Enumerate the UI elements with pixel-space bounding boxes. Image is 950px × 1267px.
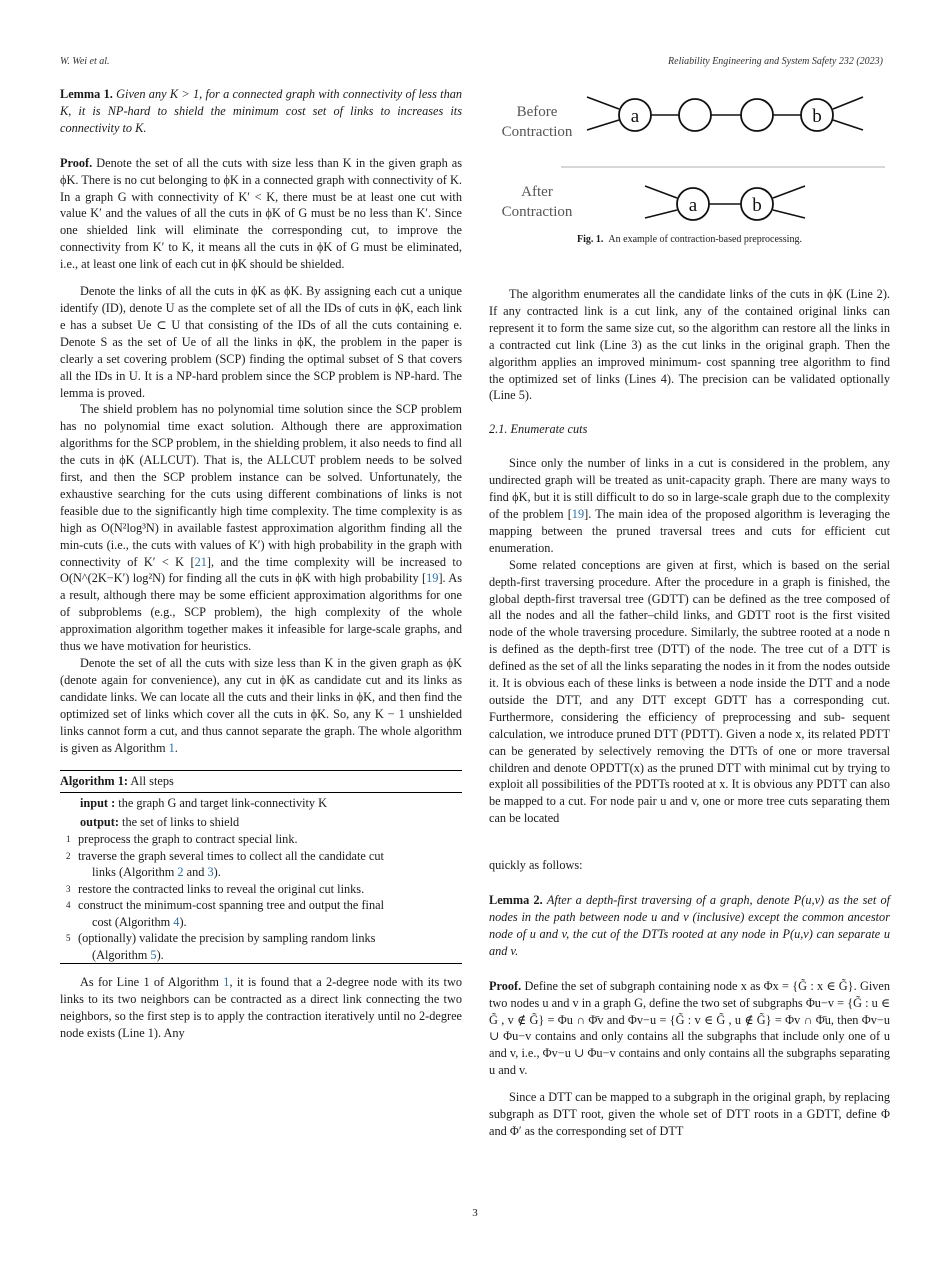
proof-1 <box>60 155 462 273</box>
section-heading-2-1: 2.1. Enumerate cuts <box>489 422 588 437</box>
algorithm-1-box <box>60 770 462 964</box>
node-a-label-after: a <box>688 195 698 216</box>
paragraph-unit-capacity: Since only the number of links in a cut is considered in the problem, any undirected graph will be treated as unit-capacity graph. There are many ways to find ϕK, but it is still difficult to do so in large-scale graph due to the complexity of the problem [19]. The main idea of the proposed algorithm is leveraging the mapping between the pruned traversal trees and cuts for efficient cut enumeration. <box>489 456 890 555</box>
paragraph-gdtt: Some related conceptions are given at first, which is based on the serial depth-first traversing procedure. After the procedure in a graph is finished, the global depth-first traversal tree (GDTT) can be defined as the tree composed of all the nodes and all the father–child links, and GDTT root is the first visited node of the whole traversing procedure. Similarly, the subtree rooted at a node n is defined as the depth-first tree (DTT) of the node. The tree cut of a DTT is defined as the set of all the links separating the nodes in it from the nodes outside it. It is obvious each of these links is between a node inside the DTT and a node outside the DTT, and any DTT except GDTT has a corresponding cut. Furthermore, considering the efficiency of preprocessing and sub- sequent calculation, we introduce pruned DTT (PDTT). Given a node x, its related PDTT can be generated by selectively removing the DTTs of one or more traversal children and denote OPDTT(x) as the pruned DTT with minimal cut by trying to exploit all possibilities of the PDTTs rooted at x. It is obvious any PDTT can also be mapped to a cut. For node pair u and v, one or more tree cuts separating them can be located <box>489 557 890 826</box>
proof-2-body: Define the set of subgraph containing node x as Φx = {G̃ : x ∈ G̃}. Given two nodes u and v in a graph G, define the two set of subgraphs Φu−v = {G̃ : u ∈ G̃ , v ∉ G̃} = Φu ∩ Φ̄v and Φv−u = {G̃ : v ∈ G̃ , u ∉ G̃} = Φv ∩ Φ̄u, then Φv−u ∪ Φu−v contains and only contains all the subgraphs that include only one of u and v, i.e., Φv−u ∪ Φu−v contains and only contains all the subgraphs separating u and v. <box>489 978 890 1078</box>
before-label-1: Before <box>516 104 558 120</box>
proof-2 <box>489 978 890 1079</box>
paragraph-enumerate-links: The algorithm enumerates all the candidate links of the cuts in ϕK (Line 2). If any contracted link is a cut link, any of the contained original links can represent it to form the same size cut, so the algorithm can restore all the links in a contracted cut link (Line 3) as the cut links in the original graph. Then the algorithm applies an improved minimum- cost spanning tree algorithm to find the optimized set of links (Lines 4). The precision can be validated optionally (Line 5). <box>489 287 890 403</box>
paragraph-quickly: quickly as follows: <box>489 858 583 873</box>
algorithm-ref-link[interactable]: 5 <box>150 947 157 962</box>
algorithm-input: input : the graph G and target link-connectivity K <box>80 796 328 811</box>
lemma-1-title: Lemma 1. <box>60 87 113 101</box>
lemma-2-title: Lemma 2. <box>489 893 543 908</box>
citation-link-19[interactable]: 19 <box>426 571 439 586</box>
node-middle-1 <box>679 99 711 131</box>
algorithm-step-number: 4 <box>66 900 71 911</box>
lemma-1-body: Given any K > 1, for a connected graph with connectivity of less than K, it is NP-hard to shield the minimum cost set of links to increases its connectivity to K. <box>60 87 463 135</box>
lemma-2-body: After a depth-first traversing of a graph, denote P(u,v) as the set of nodes in the path between node u and v (inclusive) except the common ancestor node of u and v, the cut of the DTTs rooted at any node in P(u,v) can separate u and v. <box>489 893 891 958</box>
algorithm-step <box>60 881 462 898</box>
algorithm-steps <box>60 831 462 963</box>
algorithm-step-text: preprocess the graph to contract special link. <box>78 832 298 847</box>
algorithm-step-text: traverse the graph several times to collect all the candidate cut links (Algorithm 2 and 3). <box>78 848 462 881</box>
algorithm-step-text: construct the minimum-cost spanning tree and output the final cost (Algorithm 4). <box>78 897 462 930</box>
algorithm-step <box>60 897 462 930</box>
right-column <box>489 286 890 1140</box>
before-label-2: Contraction <box>501 124 573 140</box>
left-column <box>60 86 462 1042</box>
algorithm-step <box>60 848 462 881</box>
paragraph-contraction: As for Line 1 of Algorithm 1, it is found that a 2-degree node with its two links to its two neighbors can be contracted as a direct link connecting the two neighbors, so the first step is to apply the contraction iteratively until no 2-degree node exists (Line 1). Any <box>60 975 462 1040</box>
after-label-2: Contraction <box>501 204 573 220</box>
algorithm-ref-link[interactable]: 4 <box>173 914 180 929</box>
after-edges <box>645 186 805 218</box>
algorithm-step-number: 1 <box>66 834 71 845</box>
node-middle-2 <box>741 99 773 131</box>
figure-1-caption: Fig. 1. An example of contraction-based preprocessing. <box>577 234 802 245</box>
lemma-1 <box>60 86 462 137</box>
algorithm-step-number: 3 <box>66 883 71 894</box>
algorithm-link-1b[interactable]: 1 <box>223 975 230 990</box>
running-header-journal: Reliability Engineering and System Safety 232 (2023) <box>668 56 883 67</box>
proof-1-body: Denote the set of all the cuts with size less than K in the given graph as ϕK. There is no cut belonging to ϕK in a connected graph with connectivity of K. In a graph G with connectivity of K′ < K, there must be at least one cut with value K′ and the values of all the cuts in ϕK of G must be no less than K′. Since one shielded link will eliminate the corresponding cut, to improve the connectivity from K′ to K, it means all the cuts in ϕK of G must be eliminated, i.e., at least one link of each cut in ϕK should be shielded. <box>60 155 463 272</box>
proof-1-title: Proof. <box>60 155 93 170</box>
algorithm-step-text: (optionally) validate the precision by sampling random links (Algorithm 5). <box>78 930 462 963</box>
citation-link-21[interactable]: 21 <box>194 554 207 569</box>
algorithm-step-number: 5 <box>66 933 71 944</box>
algorithm-ref-link[interactable]: 3 <box>207 865 214 880</box>
algorithm-step <box>60 831 462 848</box>
lemma-2 <box>489 892 890 960</box>
contraction-diagram <box>489 86 890 236</box>
algorithm-link-1[interactable]: 1 <box>168 740 175 755</box>
paragraph-candidate-cuts: Denote the set of all the cuts with size less than K in the given graph as ϕK (denote again for convenience), any cut in ϕK as candidate cut and its links as candidate links. We can locate all the cuts and their links in ϕK, and then find the optimized set of links which cover all the cuts in ϕK. So, any K − 1 unshielded links cannot form a cut, and thus cannot separate the graph. The whole algorithm is given as Algorithm 1. <box>60 656 462 755</box>
node-a-label-before: a <box>630 106 640 127</box>
node-b-label-before: b <box>812 106 822 127</box>
algorithm-output: output: the set of links to shield <box>80 815 240 830</box>
running-header-authors: W. Wei et al. <box>60 56 110 67</box>
citation-link-19b[interactable]: 19 <box>571 506 585 521</box>
algorithm-step <box>60 930 462 963</box>
after-label-1: After <box>521 184 553 200</box>
algorithm-step-text: restore the contracted links to reveal the original cut links. <box>78 881 365 896</box>
paragraph-dtt-roots: Since a DTT can be mapped to a subgraph in the original graph, by replacing subgraph as DTT root, given the whole set of DTT roots in a GDTT, define Φ and Φ′ as the corresponding set of DTT <box>489 1090 890 1138</box>
algorithm-step-continuation: (Algorithm 5). <box>92 947 164 962</box>
algorithm-1-title: Algorithm 1: All steps <box>60 771 462 793</box>
page-number: 3 <box>472 1207 478 1219</box>
figure-1 <box>489 86 890 251</box>
proof-2-title: Proof. <box>489 978 522 993</box>
algorithm-step-continuation: cost (Algorithm 4). <box>92 914 187 929</box>
paragraph-set-covering: Denote the links of all the cuts in ϕK as ϕK. By assigning each cut a unique identify (ID), denote U as the complete set of all the IDs of cuts in ϕK, each link e has a subset Ue ⊂ U that consisting of the IDs of all the cuts containing e. Denote S as the set of Ue of all the links in ϕK, the problem in the paper is clearly a set covering problem (SCP) finding the optimal subset of S that covers all the IDs in U. It is a NP-hard problem since the SCP problem is NP-hard. The lemma is proved. <box>60 284 462 400</box>
node-b-label-after: b <box>752 195 762 216</box>
algorithm-step-number: 2 <box>66 850 71 861</box>
paragraph-complexity: The shield problem has no polynomial time solution since the SCP problem has no polynomial time exact solution. Although there are approximation algorithms for the SCP problem, in the shielding problem, it also needs to find all the cuts in ϕK (ALLCUT). That is, the ALLCUT problem needs to be solved first, and then the SCP problem instance can be solved. Unfortunately, the exhaustive searching for the cuts using different combinations of links is not feasible due to the significantly high time complexity. The time complexity is as high as O(N²log³N) in available fastest approximation algorithm finding all the min-cuts (i.e., the cuts with values of K′) with high probability in the graph with connectivity of K′ < K [21], and the time complexity will be increased to O(N^(2K−K′) log²N) for finding all the cuts in ϕK with high probability [19]. As a result, although there may be some efficient approximation algorithms for one of subproblems (e.g., SCP problem), the high complexity of the whole approximation algorithm together makes it infeasible for large-scale graphs, and thus we have motivation for heuristics. <box>60 402 463 654</box>
algorithm-step-continuation: links (Algorithm 2 and 3). <box>92 865 221 880</box>
algorithm-ref-link[interactable]: 2 <box>177 865 184 880</box>
